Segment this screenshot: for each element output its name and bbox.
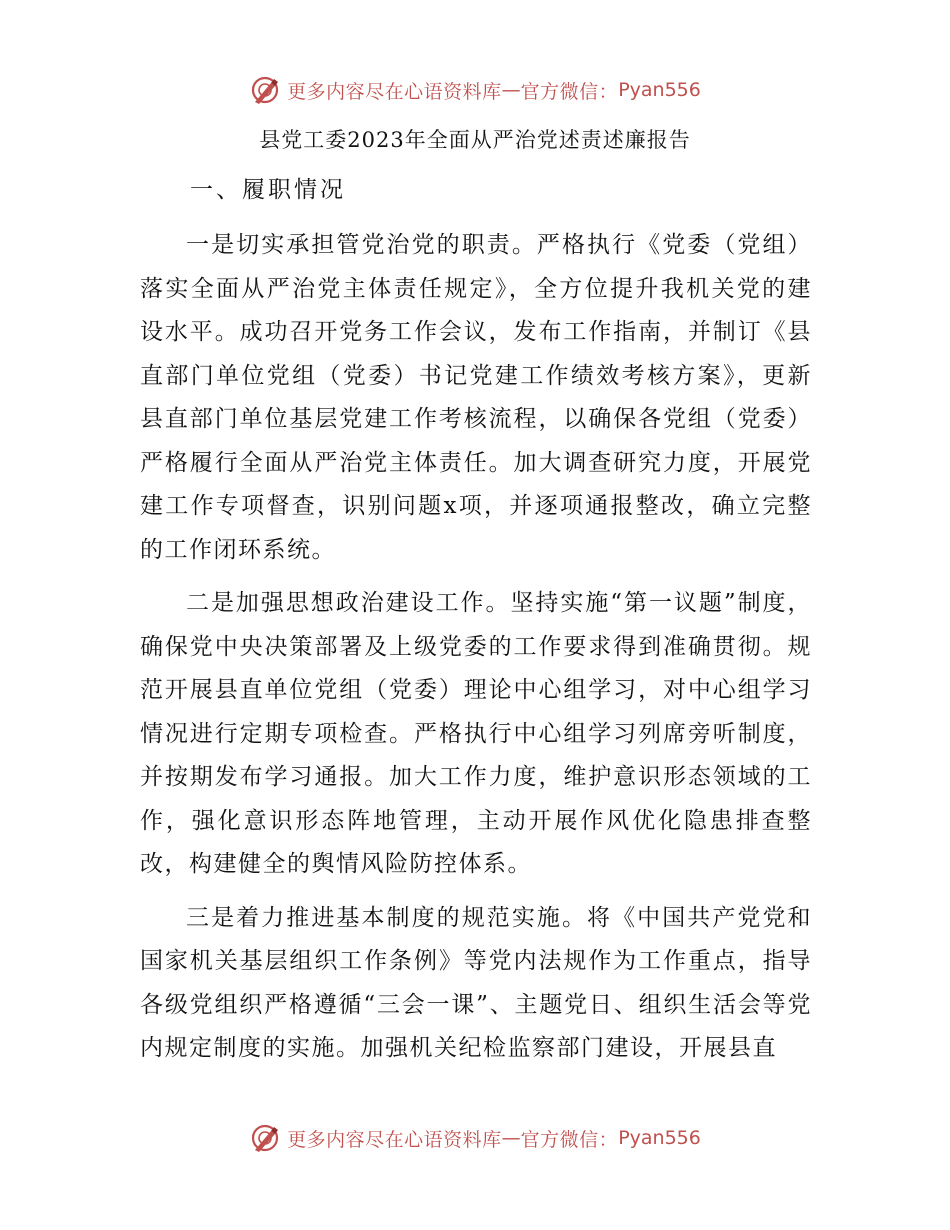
watermark-text: 更多内容尽在心语资料库 [287,1128,502,1151]
watermark-handle: Pyan556 [618,79,701,101]
footer-watermark [0,1118,950,1158]
header-watermark [0,70,950,110]
paragraph-1: 一是切实承担管党治党的职责。严格执行《党委（党组）落实全面从严治党主体责任规定》，全方位提升我机关党的建设水平。成功召开党务工作会议，发布工作指南，并制订《县直部门单位党组（党委）书记党建工作绩效考核方案》，更新县直部门单位基层党建工作考核流程，以确保各党组（党委）严格履行全面从严治党主体责任。加大调查研究力度，开展党建工作专项督查，识别问题x项，并逐项通报整改，确立完整的工作闭环系统。 [140,232,812,563]
watermark-wechat-label: 官方微信： [520,80,619,103]
pen-logo-icon [249,1122,281,1154]
paragraph-2: 二是加强思想政治建设工作。坚持实施“第一议题”制度，确保党中央决策部署及上级党委的工作要求得到准确贯彻。规范开展县直单位党组（党委）理论中心组学习，对中心组学习情况进行定期专项检查。严格执行中心组学习列席旁听制度，并按期发布学习通报。加大工作力度，维护意识形态领域的工作，强化意识形态阵地管理，主动开展作风优化隐患排查整改，构建健全的舆情风险防控体系。 [140,590,812,877]
paragraph-3: 三是着力推进基本制度的规范实施。将《中国共产党党和国家机关基层组织工作条例》等党内法规作为工作重点，指导各级党组织严格遵循“三会一课”、主题党日、组织生活会等党内规定制度的实施。加强机关纪检监察部门建设，开展县直 [140,904,812,1061]
pen-logo-icon [249,74,281,106]
watermark-dash: — [501,1127,521,1149]
watermark-dash: — [501,79,521,101]
section-heading: 一、履职情况 [190,177,346,203]
watermark-handle: Pyan556 [618,1127,701,1149]
document-body [140,224,812,1081]
watermark-wechat-label: 官方微信： [520,1128,619,1151]
document-title: 县党工委2023年全面从严治党述责述廉报告 [259,128,691,152]
watermark-text: 更多内容尽在心语资料库 [287,80,502,103]
